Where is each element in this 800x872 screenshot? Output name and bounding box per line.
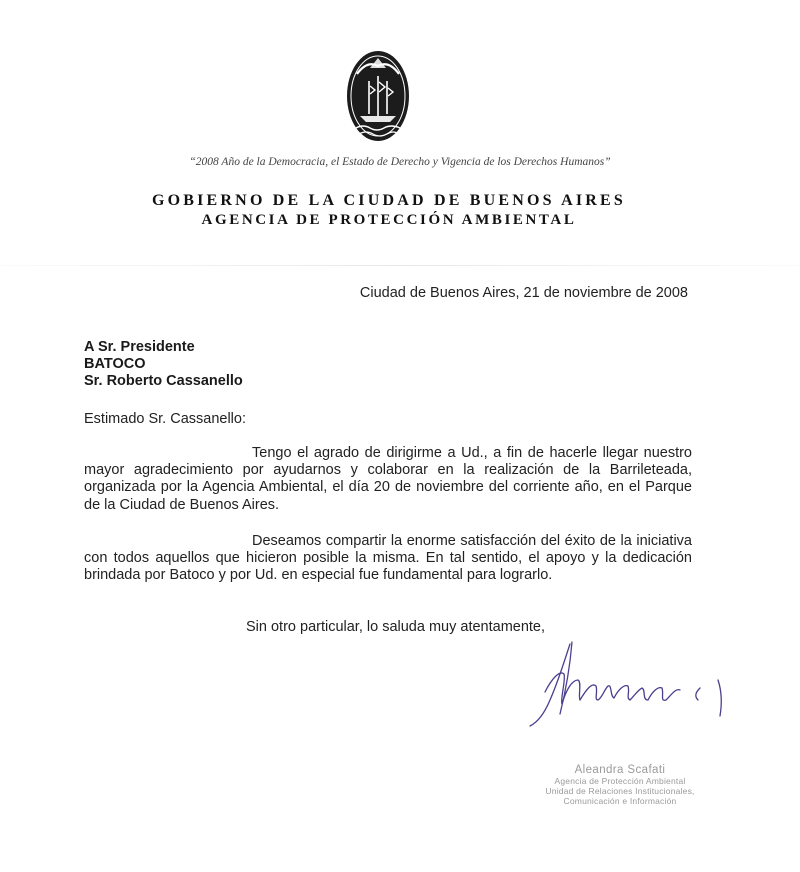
- closing-line: Sin otro particular, lo saluda muy atentamente,: [246, 619, 546, 635]
- signatory-agency: Agencia de Protección Ambiental: [554, 776, 686, 786]
- body-paragraph-2-text: Deseamos compartir la enorme satisfacción del éxito de la iniciativa con todos aquellos que hicieron posible la misma. En tal sentido, el apoyo y la dedicación brindada por Batoco y por Ud. en especial fue fundamental para lograrlo.: [84, 533, 692, 584]
- recipient-name: Sr. Roberto Cassanello: [84, 373, 243, 389]
- organization-title: GOBIERNO DE LA CIUDAD DE BUENOS AIRES: [151, 192, 627, 209]
- signatory-name: Aleandra Scafati: [574, 764, 666, 776]
- signatory-department: Comunicación e Información: [563, 796, 677, 806]
- year-motto: “2008 Año de la Democracia, el Estado de Derecho y Vigencia de los Derechos Humanos”: [189, 156, 611, 168]
- signatory-stamp: [515, 764, 725, 806]
- signatory-unit: Unidad de Relaciones Institucionales,: [545, 786, 695, 796]
- agency-subtitle: AGENCIA DE PROTECCIÓN AMBIENTAL: [201, 212, 577, 228]
- letter-date: Ciudad de Buenos Aires, 21 de noviembre de 2008: [359, 285, 688, 301]
- recipient-title: A Sr. Presidente: [84, 339, 195, 355]
- salutation: Estimado Sr. Cassanello:: [84, 411, 246, 427]
- city-coat-of-arms-seal: [345, 48, 411, 144]
- body-paragraph-1: [84, 445, 692, 514]
- body-paragraph-1-text: Tengo el agrado de dirigirme a Ud., a fin de hacerle llegar nuestro mayor agradecimiento por ayudarnos y colaborar en la realización de la Barrileteada, organizada por la Agencia Ambiental, el día 20 de noviembre del corriente año, en el Parque de la Ciudad de Buenos Aires.: [84, 445, 692, 513]
- paper-fold-line: [0, 265, 800, 266]
- recipient-block: [84, 339, 243, 390]
- recipient-organization: BATOCO: [84, 356, 146, 372]
- body-paragraph-2: [84, 533, 692, 585]
- handwritten-signature: [500, 630, 750, 740]
